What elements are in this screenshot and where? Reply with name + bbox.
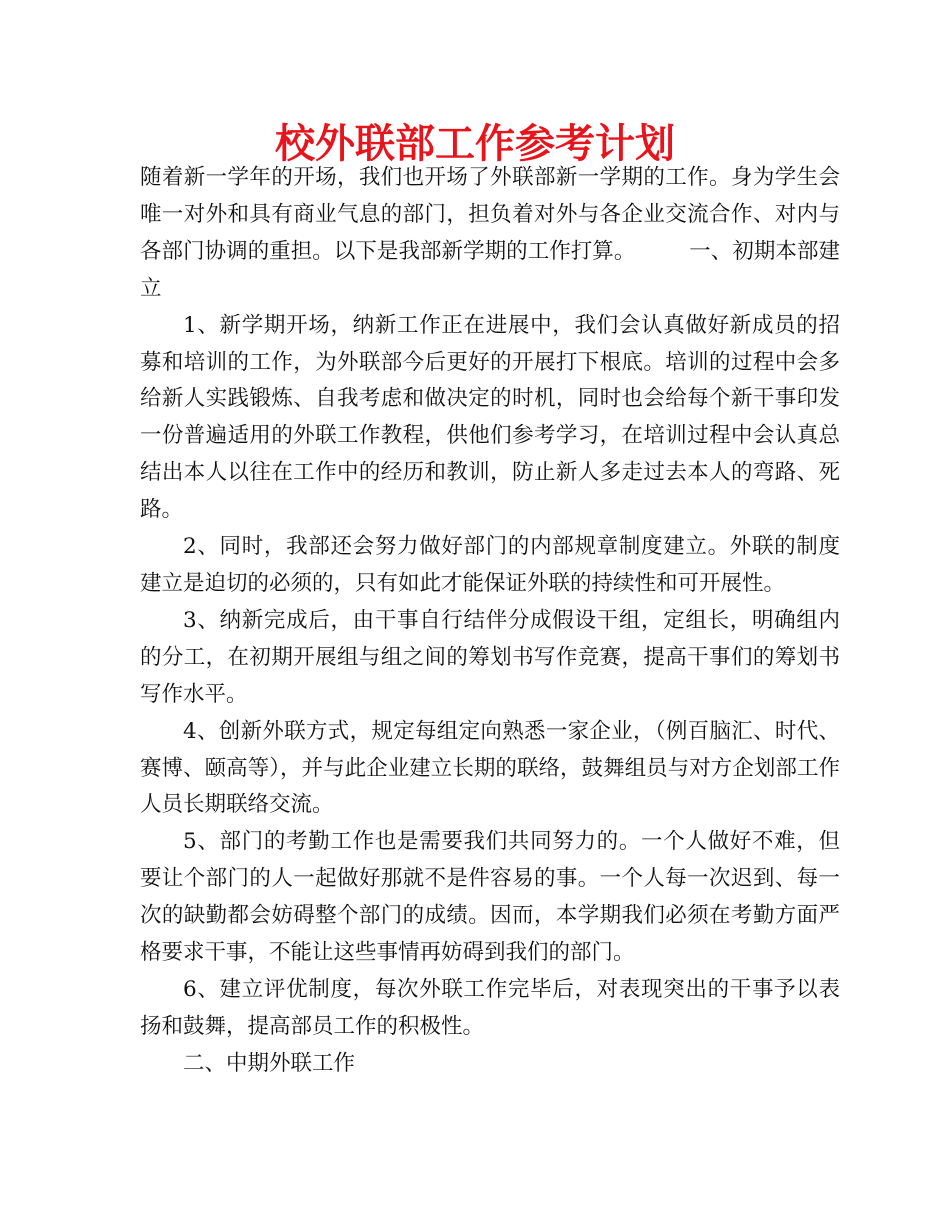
paragraph-item-3: 3、纳新完成后，由干事自行结伴分成假设干组，定组长，明确组内的分工，在初期开展组与组之间的筹划书写作竞赛，提高干事们的筹划书写作水平。 [140,607,840,707]
document-body [140,160,840,1083]
paragraph-item-1: 1、新学期开场，纳新工作正在进展中，我们会认真做好新成员的招募和培训的工作，为外联部今后更好的开展打下根底。培训的过程中会多给新人实践锻炼、自我考虑和做决定的时机，同时也会给每个新干事印发一份普遍适用的外联工作教程，供他们参考学习，在培训过程中会认真总结出本人以往在工作中的经历和教训，防止新人多走过去本人的弯路、死路。 [140,312,840,523]
paragraph-item-4: 4、创新外联方式，规定每组定向熟悉一家企业，（例百脑汇、时代、赛博、颐高等），并与此企业建立长期的联络，鼓舞组员与对方企划部工作人员长期联络交流。 [140,718,840,818]
document-title: 校外联部工作参考计划 [275,121,675,167]
paragraph-item-5: 5、部门的考勤工作也是需要我们共同努力的。一个人做好不难，但要让个部门的人一起做好那就不是件容易的事。一个人每一次迟到、每一次的缺勤都会妨碍整个部门的成绩。因而，本学期我们必须在考勤方面严格要求干事，不能让这些事情再妨碍到我们的部门。 [140,829,840,966]
section-heading-mid-term: 二、中期外联工作 [183,1050,356,1076]
paragraph-item-6: 6、建立评优制度，每次外联工作完毕后，对表现突出的干事予以表扬和鼓舞，提高部员工作的积极性。 [140,976,840,1039]
paragraph-item-2: 2、同时，我部还会努力做好部门的内部规章制度建立。外联的制度建立是迫切的必须的，只有如此才能保证外联的持续性和可开展性。 [140,534,840,596]
paragraph-intro: 随着新一学年的开场，我们也开场了外联部新一学期的工作。身为学生会唯一对外和具有商业气息的部门，担负着对外与各企业交流合作、对内与各部门协调的重担。以下是我部新学期的工作打算。 一、初期本部建立 [140,165,840,301]
